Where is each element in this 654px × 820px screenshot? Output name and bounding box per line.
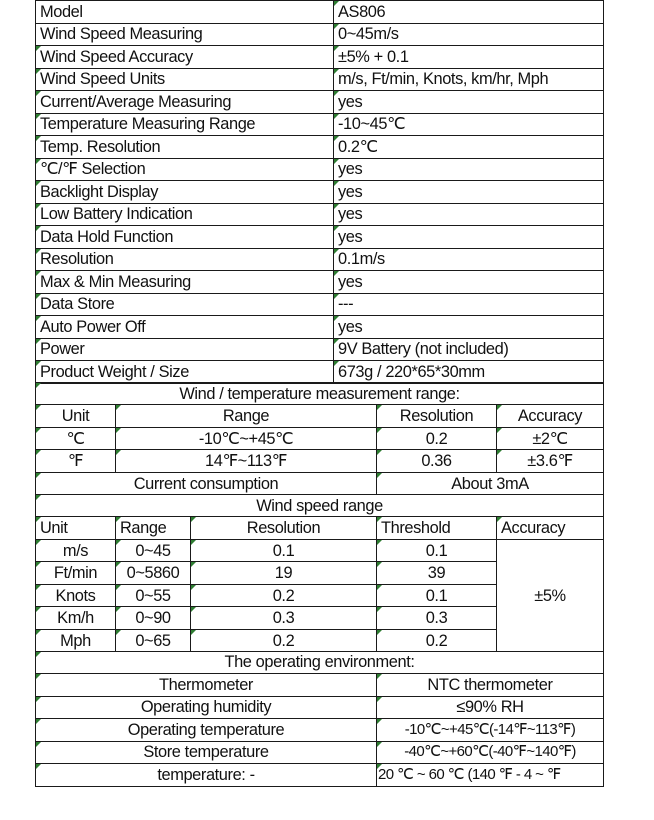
wind-speed-range-table [35,494,604,653]
resolution-cell: 0.1 [191,539,377,562]
spec-label: Model [36,1,334,24]
spec-value: AS806 [334,1,604,24]
unit-cell: Mph [36,629,116,652]
table-row [36,450,604,473]
environment-value: -40℃~+60℃(-40℉~140℉) [377,741,604,764]
table-row [36,248,604,271]
environment-value: NTC thermometer [377,674,604,697]
environment-label: Thermometer [36,674,377,697]
spec-value: ±5% + 0.1 [334,46,604,69]
section-title-row [36,382,604,405]
consumption-value: About 3mA [377,472,604,495]
operating-environment-table [35,651,604,787]
spec-label: Temperature Measuring Range [36,113,334,136]
spec-label: Resolution [36,248,334,271]
column-header: Resolution [191,517,377,540]
spec-value: 0.1m/s [334,248,604,271]
temperature-range-table [35,382,604,496]
environment-value: ≤90% RH [377,696,604,719]
table-row [36,68,604,91]
spec-label: Product Weight / Size [36,361,334,384]
spec-label: Max & Min Measuring [36,271,334,294]
environment-value: -10℃~+45℃(-14℉~113℉) [377,719,604,742]
spec-label: Wind Speed Accuracy [36,46,334,69]
table-row [36,472,604,495]
section-title-row [36,651,604,674]
range-cell: 0~65 [116,629,191,652]
spec-value: yes [334,203,604,226]
resolution-cell: 0.2 [191,584,377,607]
spec-label: Data Hold Function [36,226,334,249]
section-title: Wind speed range [36,494,604,517]
table-row [36,136,604,159]
section-title: The operating environment: [36,651,604,674]
spec-label: Data Store [36,293,334,316]
column-header: Threshold [377,517,497,540]
accuracy-cell: ±2℃ [497,427,604,450]
spec-label: Wind Speed Measuring [36,23,334,46]
spec-value: -10~45℃ [334,113,604,136]
spec-value: yes [334,158,604,181]
spec-value: yes [334,226,604,249]
table-row [36,539,604,562]
unit-cell: Knots [36,584,116,607]
accuracy-cell: ±3.6℉ [497,450,604,473]
resolution-cell: 19 [191,562,377,585]
range-cell: -10℃~+45℃ [116,427,377,450]
table-row [36,674,604,697]
spec-value: --- [334,293,604,316]
column-header: Accuracy [497,517,604,540]
spec-value: 9V Battery (not included) [334,338,604,361]
column-header: Range [116,405,377,428]
spec-label: Power [36,338,334,361]
spec-label: Temp. Resolution [36,136,334,159]
table-row [36,338,604,361]
resolution-cell: 0.2 [191,629,377,652]
range-cell: 14℉~113℉ [116,450,377,473]
spec-label: Backlight Display [36,181,334,204]
table-row [36,719,604,742]
environment-label: Operating temperature [36,719,377,742]
table-row [36,293,604,316]
spec-value: 673g / 220*65*30mm [334,361,604,384]
unit-cell: Ft/min [36,562,116,585]
spec-label: Low Battery Indication [36,203,334,226]
threshold-cell: 0.1 [377,584,497,607]
environment-value: 20 ℃ ~ 60 ℃ (140 ℉ - 4 ~ ℉ [377,764,604,787]
accuracy-cell: ±5% [497,539,604,652]
column-header: Accuracy [497,405,604,428]
table-header-row [36,517,604,540]
table-row [36,226,604,249]
table-row [36,203,604,226]
unit-cell: ℉ [36,450,116,473]
column-header: Resolution [377,405,497,428]
spec-value: yes [334,91,604,114]
unit-cell: Km/h [36,607,116,630]
column-header: Unit [36,517,116,540]
consumption-label: Current consumption [36,472,377,495]
resolution-cell: 0.36 [377,450,497,473]
spec-value: 0~45m/s [334,23,604,46]
table-row [36,1,604,24]
table-row [36,91,604,114]
table-row [36,427,604,450]
table-row [36,741,604,764]
table-row [36,23,604,46]
spec-sheet [35,0,603,787]
spec-label: Current/Average Measuring [36,91,334,114]
table-row [36,158,604,181]
table-row [36,46,604,69]
environment-label: temperature: - [36,764,377,787]
spec-value: m/s, Ft/min, Knots, km/hr, Mph [334,68,604,91]
range-cell: 0~55 [116,584,191,607]
range-cell: 0~5860 [116,562,191,585]
threshold-cell: 0.2 [377,629,497,652]
table-header-row [36,405,604,428]
table-row [36,271,604,294]
column-header: Unit [36,405,116,428]
column-header: Range [116,517,191,540]
table-row [36,181,604,204]
spec-label: ℃/℉ Selection [36,158,334,181]
spec-value: 0.2℃ [334,136,604,159]
table-row [36,764,604,787]
section-title: Wind / temperature measurement range: [36,382,604,405]
spec-label: Auto Power Off [36,316,334,339]
spec-label: Wind Speed Units [36,68,334,91]
threshold-cell: 0.1 [377,539,497,562]
table-row [36,696,604,719]
threshold-cell: 0.3 [377,607,497,630]
spec-value: yes [334,271,604,294]
range-cell: 0~45 [116,539,191,562]
unit-cell: ℃ [36,427,116,450]
spec-value: yes [334,316,604,339]
environment-label: Operating humidity [36,696,377,719]
unit-cell: m/s [36,539,116,562]
section-title-row [36,494,604,517]
spec-value: yes [334,181,604,204]
environment-label: Store temperature [36,741,377,764]
spec-table [35,0,604,384]
threshold-cell: 39 [377,562,497,585]
resolution-cell: 0.3 [191,607,377,630]
table-row [36,316,604,339]
resolution-cell: 0.2 [377,427,497,450]
table-row [36,113,604,136]
table-row [36,361,604,384]
range-cell: 0~90 [116,607,191,630]
